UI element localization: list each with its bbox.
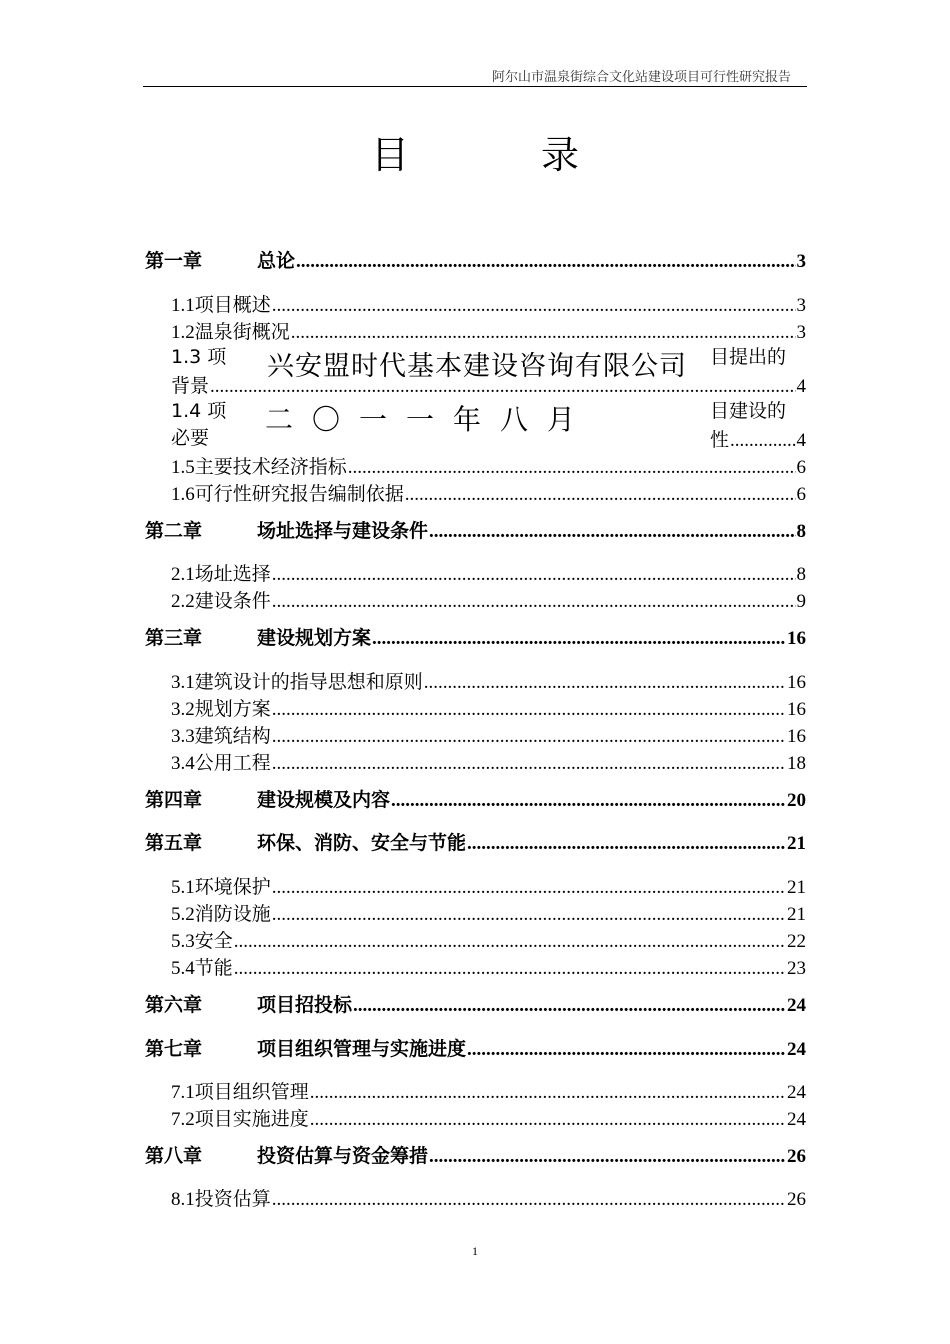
section-title: 项目组织管理 [194, 1081, 309, 1103]
toc-section-1-6[interactable] [171, 479, 806, 506]
section-number: 8.1 [171, 1189, 195, 1210]
chapter-title: 环保、消防、安全与节能 [257, 832, 467, 854]
leader-dots [372, 628, 786, 650]
section-title-part-d: 性 [710, 429, 730, 451]
toc-chapter-1[interactable] [145, 246, 806, 273]
chapter-title: 项目招投标 [257, 994, 353, 1016]
toc-section-1-4-head[interactable] [171, 398, 226, 425]
page-number: 4 [796, 376, 806, 397]
section-number: 5.3 [171, 931, 195, 952]
page-number: 16 [787, 672, 806, 693]
page-number: 21 [787, 904, 806, 925]
toc-section-3-4[interactable] [171, 748, 806, 775]
toc-section-1-2[interactable] [171, 317, 806, 344]
section-title-part-b: 目建设的 [710, 400, 787, 422]
page-number: 9 [796, 591, 806, 612]
section-number: 3.4 [171, 753, 195, 774]
page-number: 3 [796, 251, 806, 272]
leader-dots [405, 484, 796, 506]
toc-chapter-7[interactable] [145, 1034, 806, 1061]
toc-section-1-1[interactable] [171, 290, 806, 317]
report-date: 二〇一一年八月 [265, 403, 595, 436]
section-number: 3.2 [171, 699, 195, 720]
section-number: 1.5 [171, 457, 195, 478]
toc-section-8-1[interactable] [171, 1184, 806, 1211]
page-number: 3 [796, 295, 806, 316]
toc-section-1-4-line2 [171, 425, 209, 452]
leader-dots [272, 726, 786, 748]
section-title: 公用工程 [194, 752, 271, 774]
section-title: 安全 [194, 930, 233, 952]
section-title: 温泉街概况 [194, 321, 290, 343]
section-title: 建筑设计的指导思想和原则 [194, 671, 423, 693]
section-title: 项目实施进度 [194, 1108, 309, 1130]
section-title-part-c: 必要 [171, 427, 210, 449]
toc-section-2-2[interactable] [171, 586, 806, 613]
chapter-title: 项目组织管理与实施进度 [257, 1038, 467, 1060]
toc-section-1-5[interactable] [171, 452, 806, 479]
section-title: 主要技术经济指标 [194, 456, 347, 478]
section-number: 1.6 [171, 484, 195, 505]
leader-dots [424, 672, 786, 694]
toc-section-7-2[interactable] [171, 1104, 806, 1131]
toc-section-1-3-head[interactable] [171, 344, 226, 371]
leader-dots [272, 877, 786, 899]
leader-dots [234, 931, 786, 953]
leader-dots [391, 790, 786, 812]
leader-dots [291, 322, 796, 344]
leader-dots [272, 904, 786, 926]
toc-section-3-1[interactable] [171, 667, 806, 694]
page-number: 21 [787, 877, 806, 898]
section-number: 1.1 [171, 295, 195, 316]
page-title-char-2: 录 [541, 133, 580, 177]
section-title-part-c: 背景 [171, 375, 210, 397]
toc-chapter-3[interactable] [145, 623, 806, 650]
leader-dots [467, 1039, 786, 1061]
section-title: 规划方案 [194, 698, 271, 720]
leader-dots [272, 295, 796, 317]
section-number: 3.1 [171, 672, 195, 693]
page-number: 16 [787, 726, 806, 747]
chapter-title: 建设规模及内容 [257, 789, 391, 811]
chapter-title: 总论 [257, 250, 296, 272]
page-number: 4 [796, 430, 806, 451]
page-number: 24 [787, 995, 806, 1016]
section-number: 1.3 [171, 346, 202, 368]
toc-section-7-1[interactable] [171, 1077, 806, 1104]
page-title-char-1: 目 [370, 133, 409, 177]
page-number: 6 [796, 457, 806, 478]
section-title: 建设条件 [194, 590, 271, 612]
toc-section-3-3[interactable] [171, 721, 806, 748]
toc-chapter-2[interactable] [145, 516, 806, 543]
toc-section-2-1[interactable] [171, 559, 806, 586]
page-number: 26 [787, 1189, 806, 1210]
leader-dots [272, 564, 796, 586]
leader-dots [348, 457, 796, 479]
page-number: 6 [796, 484, 806, 505]
section-title: 节能 [194, 957, 233, 979]
leader-dots [272, 591, 796, 613]
section-number: 3.3 [171, 726, 195, 747]
section-number: 5.4 [171, 958, 195, 979]
section-number: 1.2 [171, 322, 195, 343]
leader-dots [310, 1109, 786, 1131]
section-title: 建筑结构 [194, 725, 271, 747]
toc-chapter-4[interactable] [145, 785, 806, 812]
toc-section-5-3[interactable] [171, 926, 806, 953]
section-title: 环境保护 [194, 876, 271, 898]
chapter-number: 第三章 [145, 627, 203, 649]
page-footer-number: 1 [472, 1244, 478, 1258]
section-title: 消防设施 [194, 903, 271, 925]
chapter-title: 投资估算与资金筹措 [257, 1145, 429, 1167]
chapter-number: 第二章 [145, 520, 203, 542]
leader-dots [234, 958, 786, 980]
header-title: 阿尔山市温泉街综合文化站建设项目可行性研究报告 [491, 70, 791, 85]
leader-dots [310, 1082, 786, 1104]
section-number: 5.1 [171, 877, 195, 898]
chapter-title: 建设规划方案 [257, 627, 372, 649]
section-number: 7.2 [171, 1109, 195, 1130]
page-number: 3 [796, 322, 806, 343]
page-number: 16 [787, 699, 806, 720]
page-number: 21 [787, 833, 806, 854]
leader-dots [272, 699, 786, 721]
section-number: 7.1 [171, 1082, 195, 1103]
toc-section-1-4[interactable] [710, 425, 806, 452]
page-number: 24 [787, 1082, 806, 1103]
leader-dots [353, 995, 786, 1017]
section-title-part-a: 项 [207, 346, 227, 368]
toc-section-5-1[interactable] [171, 872, 806, 899]
chapter-title: 场址选择与建设条件 [257, 520, 429, 542]
chapter-number: 第六章 [145, 994, 203, 1016]
toc-section-5-4[interactable] [171, 953, 806, 980]
page-number: 23 [787, 958, 806, 979]
chapter-number: 第五章 [145, 832, 203, 854]
section-title: 可行性研究报告编制依据 [194, 483, 404, 505]
section-title: 投资估算 [194, 1188, 271, 1210]
page-number: 8 [796, 564, 806, 585]
leader-dots [296, 251, 795, 273]
leader-dots [272, 1189, 786, 1211]
toc-section-1-3-continued [710, 344, 786, 371]
leader-dots [429, 1146, 786, 1168]
leader-dots [272, 753, 786, 775]
toc-section-3-2[interactable] [171, 694, 806, 721]
leader-dots [429, 521, 795, 543]
page-number: 20 [787, 790, 806, 811]
section-title-part-a: 项 [207, 400, 227, 422]
chapter-number: 第八章 [145, 1145, 203, 1167]
section-title: 项目概述 [194, 294, 271, 316]
toc-section-1-4-continued [710, 398, 786, 425]
leader-dots [467, 833, 786, 855]
toc-chapter-8[interactable] [145, 1141, 806, 1168]
page-number: 24 [787, 1109, 806, 1130]
leader-dots [730, 430, 795, 452]
section-number: 2.1 [171, 564, 195, 585]
chapter-number: 第四章 [145, 789, 203, 811]
page-number: 24 [787, 1039, 806, 1060]
section-number: 5.2 [171, 904, 195, 925]
toc-chapter-5[interactable] [145, 828, 806, 855]
page-number: 18 [787, 753, 806, 774]
section-number: 1.4 [171, 400, 202, 422]
page-number: 26 [787, 1146, 806, 1167]
page-number: 22 [787, 931, 806, 952]
company-name: 兴安盟时代基本建设咨询有限公司 [267, 351, 687, 382]
section-title-part-b: 目提出的 [710, 346, 787, 368]
chapter-number: 第一章 [145, 250, 203, 272]
page-number: 16 [787, 628, 806, 649]
section-number: 2.2 [171, 591, 195, 612]
toc-chapter-6[interactable] [145, 990, 806, 1017]
toc-section-5-2[interactable] [171, 899, 806, 926]
section-title: 场址选择 [194, 563, 271, 585]
chapter-number: 第七章 [145, 1038, 203, 1060]
page-number: 8 [796, 521, 806, 542]
